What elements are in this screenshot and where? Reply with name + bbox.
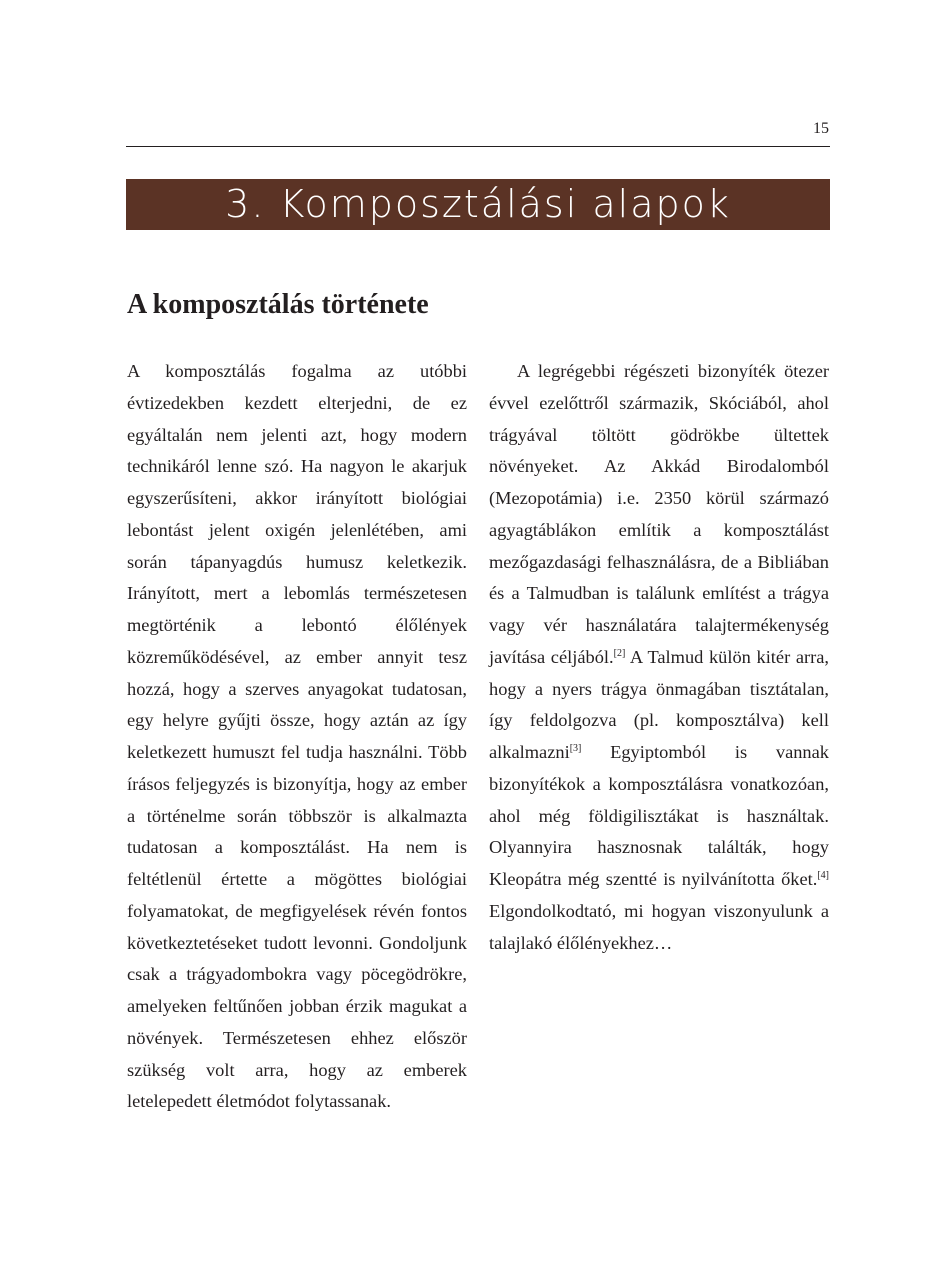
left-paragraph: A komposztálás fogalma az utóbbi évtizedekben kezdett elterjedni, de ez egyáltalán nem jelenti azt, hogy modern technikáról lenne szó. Ha nagyon le akarjuk egyszerűsíteni, akkor irányított biológiai lebontást jelent oxigén jelenlétében, ami során tápanyagdús humusz keletkezik. Irányított, mert a lebomlás természetesen megtörténik a lebontó élőlények közreműködésével, az ember annyit tesz hozzá, hogy a szerves anyagokat tudatosan, egy helyre gyűjti össze, hogy aztán az így keletkezett humuszt fel tudja használni. Több írásos feljegyzés is bizonyítja, hogy az ember a történelme során többször is alkalmazta tudatosan a komposztálást. Ha nem is feltétlenül értette a mögöttes biológiai folyamatokat, de megfigyelések révén fontos következtetéseket tudott levonni. Gondoljunk csak a trágyadombokra vagy pöcegödrökre, amelyeken feltűnően jobban érzik magukat a növények. Természetesen ehhez először szükség volt arra, hogy az emberek letelepedett életmódot folytassanak. — [127, 361, 467, 1112]
left-column — [127, 356, 467, 1118]
page-number: 15 — [813, 120, 829, 137]
footnote-ref-2[interactable]: [2] — [613, 647, 626, 659]
footnote-ref-3[interactable]: [3] — [569, 742, 582, 754]
right-column — [489, 356, 829, 959]
footnote-ref-4[interactable]: [4] — [817, 869, 829, 881]
right-paragraph — [489, 356, 829, 959]
right-text-part-1: A legrégebbi régészeti bizonyíték ötezer évvel ezelőttről származik, Skóciából, ahol trágyával töltött gödrökbe ültettek növényeket. Az Akkád Birodalomból (Mezopotámia) i.e. 2350 körül származó agyagtáblákon említik a komposztálást mezőgazdasági felhasználásra, de a Bibliában és a Talmudban is találunk említést a trágya vagy vér használatára talajtermékenység javítása céljából. — [489, 361, 829, 667]
right-text-part-2: A Talmud külön kitér arra, hogy a nyers trágya önmagában tisztátalan, így feldolgozva (pl. komposztálva) kell alkalmazni — [489, 646, 829, 762]
header-rule — [126, 146, 830, 147]
right-text-part-4: Elgondolkodtató, mi hogyan viszonyulunk a talajlakó élőlényekhez… — [489, 900, 829, 953]
chapter-title: 3. Komposztálási alapok — [225, 182, 731, 226]
right-text-part-3: Egyiptomból is vannak bizonyítékok a komposztálásra vonatkozóan, ahol még földigilisztákat is használtak. Olyannyira hasznosnak találták, hogy Kleopátra még szentté is nyilvánította őket. — [489, 742, 829, 889]
section-title: A komposztálás története — [127, 289, 429, 320]
chapter-banner — [126, 179, 830, 230]
